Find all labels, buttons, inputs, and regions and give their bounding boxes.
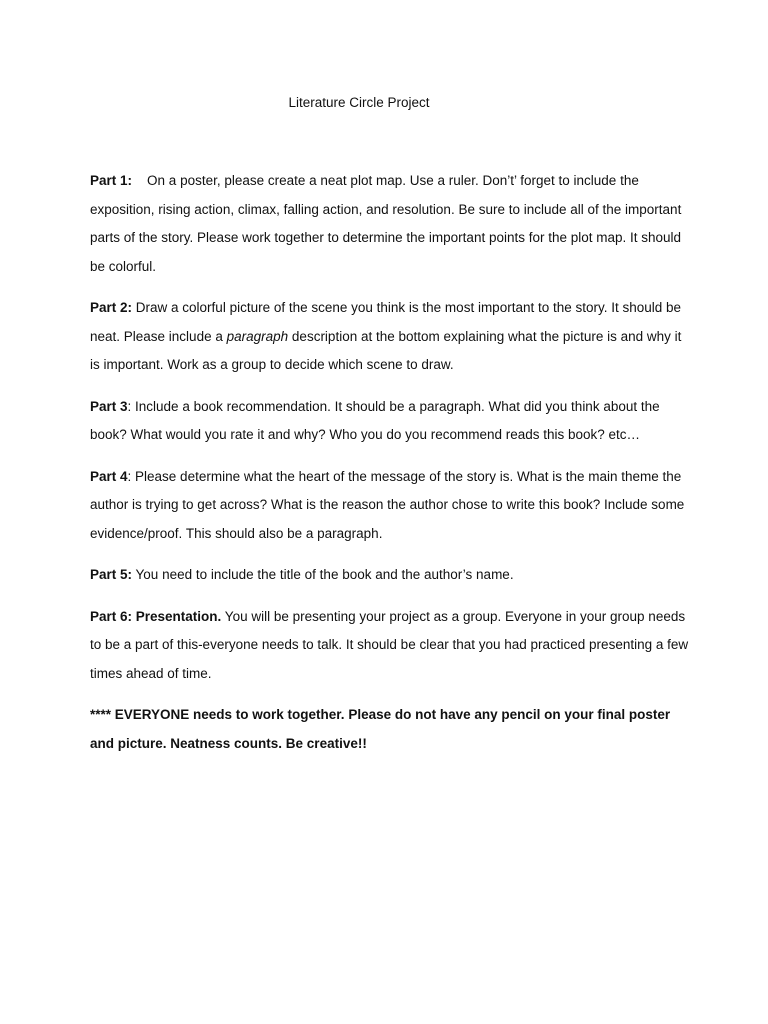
- part-4-paragraph: [90, 463, 690, 549]
- part-4-text: : Please determine what the heart of the message of the story is. What is the main theme the author is trying to get across? What is the reason the author chose to write this book? Include some evidence/proof. This should also be a paragraph.: [90, 468, 685, 541]
- part-6-label: Part 6: Presentation.: [90, 608, 222, 624]
- part-2-text-after: description at the bottom explaining what the picture is and why it is important. Work as a group to decide which scene to draw.: [90, 328, 682, 372]
- part-1-label: Part 1:: [90, 173, 133, 188]
- part-6-text: You will be presenting your project as a group. Everyone in your group needs to be a part of this-everyone needs to talk. It should be clear that you had practiced presenting a few times ahead of time.: [90, 608, 689, 681]
- final-note: **** EVERYONE needs to work together. Please do not have any pencil on your final poster and picture. Neatness counts. Be creative!!: [90, 707, 671, 751]
- part-6-paragraph: [90, 603, 690, 689]
- document-body: [90, 167, 690, 771]
- part-5-paragraph: [90, 561, 690, 590]
- part-5-text: You need to include the title of the book and the author’s name.: [132, 567, 514, 582]
- document-title: Literature Circle Project: [288, 95, 430, 110]
- part-4-label: Part 4: [90, 468, 128, 484]
- part-2-emphasis: paragraph: [226, 328, 289, 344]
- part-5-label: Part 5:: [90, 567, 133, 582]
- part-2-label: Part 2:: [90, 300, 133, 315]
- part-1-gap: [132, 173, 147, 188]
- part-2-paragraph: [90, 294, 690, 380]
- part-2-text-before: Draw a colorful picture of the scene you think is the most important to the story. It should be neat. Please include a: [90, 300, 682, 344]
- part-1-paragraph: [90, 167, 690, 281]
- part-3-label: Part 3: [90, 398, 128, 414]
- part-3-paragraph: [90, 393, 690, 450]
- part-3-text: : Include a book recommendation. It should be a paragraph. What did you think about the book? What would you rate it and why? Who you do you recommend reads this book? etc…: [90, 398, 660, 442]
- part-1-text: On a poster, please create a neat plot map. Use a ruler. Don’t’ forget to include the exposition, rising action, climax, falling action, and resolution. Be sure to include all of the important parts of the story. Please work together to determine the important points for the plot map. It should be colorful.: [90, 173, 682, 274]
